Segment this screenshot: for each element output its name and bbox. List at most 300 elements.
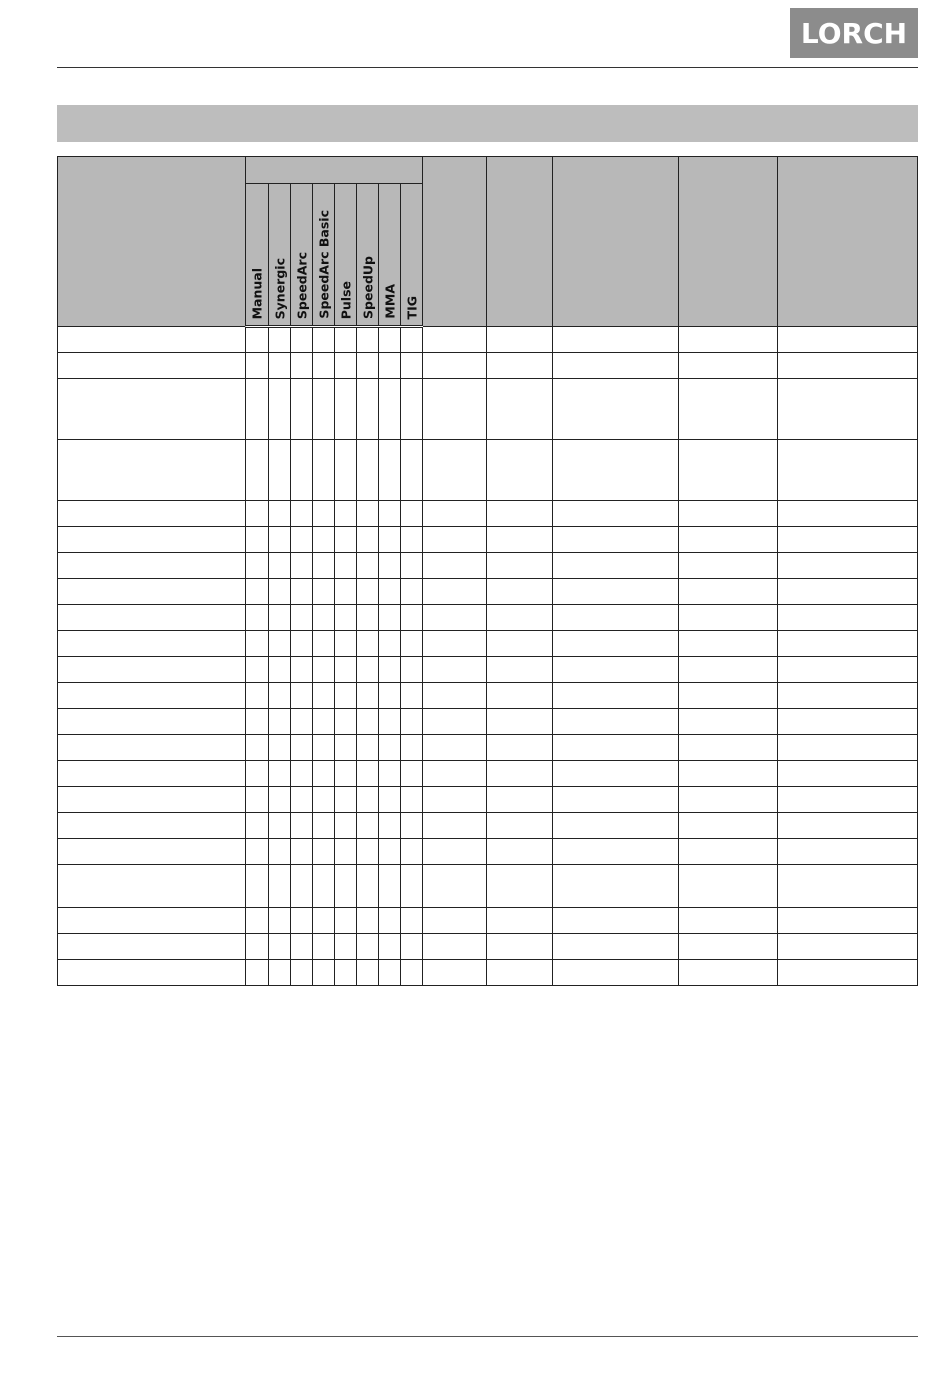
table-cell [778,865,918,908]
table-cell [423,865,487,908]
table-cell [487,908,553,934]
table-cell [291,327,313,353]
table-cell [401,960,423,986]
table-cell [58,934,246,960]
table-cell [357,761,379,787]
table-cell [379,605,401,631]
table-cell [401,327,423,353]
table-cell [357,813,379,839]
table-cell [58,735,246,761]
table-cell [58,553,246,579]
table-cell [246,379,269,440]
table-cell [246,709,269,735]
table-cell [553,813,679,839]
table-cell [423,440,487,501]
table-cell [553,865,679,908]
table-cell [357,440,379,501]
table-cell [379,327,401,353]
table-cell [679,813,778,839]
table-cell [58,631,246,657]
footer-divider [57,1336,918,1337]
table-cell [291,657,313,683]
table-cell [335,379,357,440]
table-row [58,657,918,683]
table-cell [269,908,291,934]
table-cell [58,865,246,908]
table-cell [487,735,553,761]
table-row [58,379,918,440]
table-cell [379,735,401,761]
table-cell [269,813,291,839]
mode-header-speedarc-basic: SpeedArc Basic [313,184,335,327]
table-cell [313,934,335,960]
table-cell [58,327,246,353]
table-cell [679,657,778,683]
table-cell [269,865,291,908]
table-cell [291,865,313,908]
table-cell [246,553,269,579]
table-cell [357,353,379,379]
table-cell [553,605,679,631]
table-row [58,761,918,787]
table-cell [357,709,379,735]
table-cell [487,579,553,605]
table-cell [313,839,335,865]
table-cell [246,605,269,631]
table-cell [291,553,313,579]
table-cell [335,865,357,908]
table-cell [379,657,401,683]
table-cell [401,379,423,440]
table-cell [313,709,335,735]
table-row [58,353,918,379]
table-cell [487,631,553,657]
table-cell [487,813,553,839]
table-cell [487,379,553,440]
table-cell [313,787,335,813]
table-cell [291,683,313,709]
table-cell [379,353,401,379]
table-cell [335,787,357,813]
table-cell [313,683,335,709]
table-cell [58,683,246,709]
table-cell [401,865,423,908]
table-cell [269,353,291,379]
table-cell [401,440,423,501]
table-cell [291,934,313,960]
table-cell [246,908,269,934]
table-cell [379,813,401,839]
table-cell [379,379,401,440]
table-row [58,440,918,501]
table-cell [679,787,778,813]
table-cell [335,709,357,735]
table-cell [778,934,918,960]
table-cell [487,709,553,735]
table-cell [357,501,379,527]
table-cell [553,960,679,986]
table-cell [778,579,918,605]
table-cell [335,934,357,960]
table-cell [553,379,679,440]
table-cell [291,501,313,527]
table-cell [246,761,269,787]
table-cell [335,605,357,631]
table-cell [269,553,291,579]
table-cell [291,440,313,501]
table-cell [679,683,778,709]
table-cell [335,501,357,527]
table-cell [379,501,401,527]
table-cell [679,579,778,605]
table-cell [679,839,778,865]
table-cell [269,960,291,986]
table-cell [423,605,487,631]
table-cell [357,787,379,813]
table-cell [58,761,246,787]
table-cell [679,440,778,501]
table-cell [553,934,679,960]
header-col-c [553,157,679,327]
table-row [58,631,918,657]
table-cell [58,709,246,735]
table-cell [58,379,246,440]
table-cell [423,839,487,865]
table-cell [357,908,379,934]
table-cell [778,761,918,787]
table-row [58,579,918,605]
table-cell [778,553,918,579]
table-cell [246,934,269,960]
table-cell [313,501,335,527]
table-cell [679,631,778,657]
table-cell [335,908,357,934]
table-cell [58,908,246,934]
table-cell [313,527,335,553]
table-row [58,839,918,865]
table-cell [269,839,291,865]
table-cell [379,787,401,813]
table-cell [553,353,679,379]
table-cell [401,605,423,631]
mode-header-speedarc: SpeedArc [291,184,313,327]
table-cell [679,501,778,527]
table-cell [313,735,335,761]
table-row [58,865,918,908]
table-cell [58,813,246,839]
table-cell [401,579,423,605]
table-cell [291,735,313,761]
table-cell [58,605,246,631]
table-cell [269,683,291,709]
table-cell [313,605,335,631]
header-divider [57,67,918,68]
section-title-band [57,105,918,142]
table-cell [269,709,291,735]
mode-header-manual: Manual [246,184,269,327]
table-cell [553,761,679,787]
table-cell [423,579,487,605]
table-cell [357,553,379,579]
table-cell [313,553,335,579]
table-cell [335,761,357,787]
table-cell [246,865,269,908]
table-cell [246,527,269,553]
table-cell [313,813,335,839]
table-cell [423,787,487,813]
table-cell [679,709,778,735]
table-cell [487,327,553,353]
table-cell [246,657,269,683]
table-cell [679,908,778,934]
table-cell [313,657,335,683]
table-cell [269,379,291,440]
table-cell [246,960,269,986]
mode-header-tig: TIG [401,184,423,327]
table-cell [778,657,918,683]
table-cell [401,813,423,839]
table-cell [246,353,269,379]
table-cell [487,501,553,527]
table-row [58,683,918,709]
table-cell [357,327,379,353]
table-cell [423,934,487,960]
table-cell [553,553,679,579]
table-cell [269,934,291,960]
table-cell [487,605,553,631]
table-cell [246,440,269,501]
table-cell [423,960,487,986]
table-row [58,605,918,631]
table-cell [423,813,487,839]
table-cell [778,501,918,527]
table-cell [679,379,778,440]
table-cell [291,353,313,379]
table-row [58,327,918,353]
table-cell [58,960,246,986]
table-row [58,735,918,761]
table-cell [313,379,335,440]
table-cell [487,657,553,683]
table-cell [335,440,357,501]
table-cell [58,353,246,379]
header-col-a [423,157,487,327]
table-cell [487,960,553,986]
table-cell [487,934,553,960]
table-cell [778,327,918,353]
table-cell [291,631,313,657]
table-cell [553,579,679,605]
table-cell [313,327,335,353]
table-cell [313,440,335,501]
table-cell [487,553,553,579]
table-cell [553,735,679,761]
header-col-d [679,157,778,327]
table-cell [379,839,401,865]
table-cell [553,501,679,527]
table-cell [778,735,918,761]
table-cell [291,379,313,440]
table-cell [778,631,918,657]
table-cell [357,865,379,908]
table-row [58,709,918,735]
table-cell [679,327,778,353]
table-cell [401,501,423,527]
table-row [58,527,918,553]
table-cell [335,960,357,986]
table-cell [291,605,313,631]
table-cell [553,839,679,865]
table-cell [269,735,291,761]
table-row [58,501,918,527]
table-cell [291,761,313,787]
table-cell [246,813,269,839]
table-cell [379,553,401,579]
table-cell [423,379,487,440]
table-cell [401,787,423,813]
header-mode-group [246,157,423,184]
table-cell [357,527,379,553]
table-cell [58,787,246,813]
mode-header-synergic: Synergic [269,184,291,327]
table-cell [246,839,269,865]
table-cell [423,683,487,709]
table-cell [423,735,487,761]
table-cell [401,553,423,579]
table-cell [553,709,679,735]
table-cell [357,934,379,960]
table-cell [379,579,401,605]
table-cell [269,527,291,553]
table-cell [379,761,401,787]
table-cell [246,735,269,761]
table-cell [379,631,401,657]
table-cell [487,865,553,908]
table-cell [423,709,487,735]
table-cell [58,657,246,683]
table-cell [553,327,679,353]
table-cell [401,353,423,379]
table-cell [401,683,423,709]
table-cell [679,527,778,553]
table-cell [487,683,553,709]
table-cell [679,553,778,579]
table-cell [778,683,918,709]
table-cell [379,934,401,960]
table-row [58,908,918,934]
table-cell [246,579,269,605]
table-cell [269,657,291,683]
table-cell [357,605,379,631]
table-cell [335,527,357,553]
table-cell [291,579,313,605]
table-cell [246,683,269,709]
table-cell [778,440,918,501]
table-cell [246,501,269,527]
table-cell [58,579,246,605]
table-cell [379,865,401,908]
table-cell [423,908,487,934]
table-cell [553,631,679,657]
table-cell [357,839,379,865]
table-cell [401,657,423,683]
table-cell [357,960,379,986]
table-cell [291,813,313,839]
table-cell [58,527,246,553]
table-row [58,787,918,813]
table-row [58,553,918,579]
table-cell [423,527,487,553]
table-cell [246,787,269,813]
table-cell [553,527,679,553]
table-cell [379,908,401,934]
table-row [58,813,918,839]
table-cell [291,960,313,986]
table-cell [679,934,778,960]
table-cell [778,960,918,986]
table-cell [313,865,335,908]
mode-header-pulse: Pulse [335,184,357,327]
mode-header-mma: MMA [379,184,401,327]
table-cell [778,605,918,631]
table-cell [679,605,778,631]
mode-header-speedup: SpeedUp [357,184,379,327]
table-row [58,934,918,960]
table-cell [553,908,679,934]
table-cell [269,327,291,353]
table-cell [291,839,313,865]
table-cell [553,440,679,501]
table-cell [269,501,291,527]
table-cell [269,579,291,605]
table-cell [553,683,679,709]
header-col-b [487,157,553,327]
table-cell [778,379,918,440]
table-cell [357,683,379,709]
table-row [58,960,918,986]
table-cell [553,657,679,683]
table-cell [335,735,357,761]
table-cell [487,761,553,787]
table-cell [291,709,313,735]
table-cell [379,527,401,553]
table-cell [291,908,313,934]
table-cell [313,579,335,605]
table-cell [357,379,379,440]
table-cell [679,865,778,908]
table-cell [379,709,401,735]
table-cell [778,353,918,379]
table-cell [357,657,379,683]
table-cell [291,787,313,813]
table-cell [401,761,423,787]
table-cell [401,631,423,657]
table-cell [313,761,335,787]
table-cell [58,501,246,527]
table-cell [291,527,313,553]
table-cell [246,327,269,353]
table-cell [357,631,379,657]
table-cell [313,631,335,657]
table-cell [335,839,357,865]
table-cell [401,908,423,934]
table-cell [423,501,487,527]
table-cell [313,353,335,379]
table-cell [487,440,553,501]
table-cell [335,657,357,683]
table-cell [335,553,357,579]
table-cell [58,440,246,501]
